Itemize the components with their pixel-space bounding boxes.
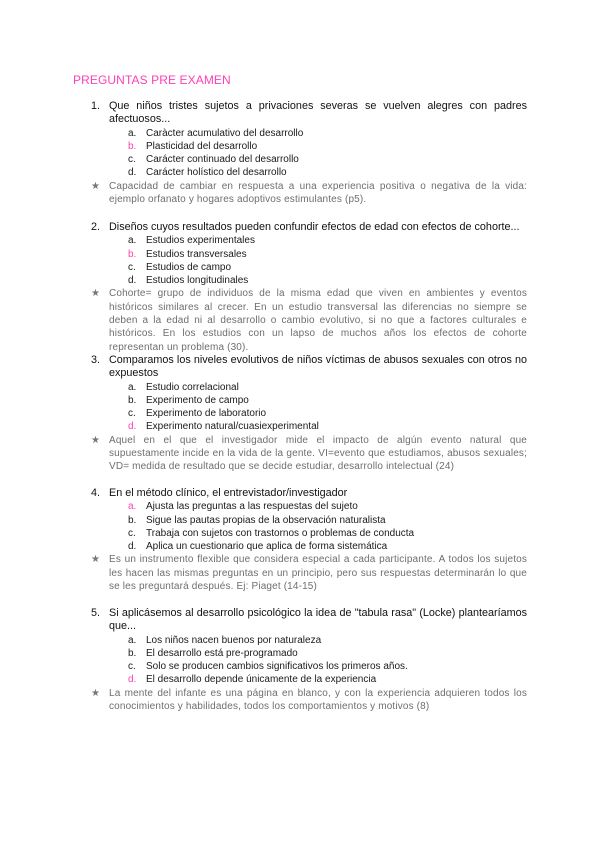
option-letter: a. bbox=[128, 634, 137, 646]
question-label: Comparamos los niveles evolutivos de niños víctimas de abusos sexuales con otros no expuestos bbox=[109, 354, 527, 380]
option-text: Los niños nacen buenos por naturaleza bbox=[146, 634, 322, 646]
option-letter: d. bbox=[128, 275, 137, 287]
question-text bbox=[91, 607, 527, 634]
option-list bbox=[91, 381, 527, 434]
option-text: El desarrollo depende únicamente de la experiencia bbox=[146, 674, 377, 686]
option-item bbox=[91, 127, 527, 140]
option-text: Trabaja con sujetos con trastornos o problemas de conducta bbox=[146, 527, 415, 539]
option-item bbox=[91, 234, 527, 247]
option-item bbox=[91, 647, 527, 660]
answer-note bbox=[91, 687, 527, 714]
option-text: Estudios de campo bbox=[146, 261, 232, 273]
correct-option-letter: b. bbox=[128, 248, 137, 260]
option-item bbox=[91, 420, 527, 433]
note-text: La mente del infante es una página en blanco, y con la experiencia adquieren todos los conocimientos y habilidades, todos los comportamientos y motivos (8) bbox=[109, 687, 527, 713]
question-label: Si aplicásemos al desarrollo psicológico la idea de "tabula rasa" (Locke) plantearíamos que... bbox=[109, 607, 527, 633]
option-text: Ajusta las preguntas a las respuestas del sujeto bbox=[146, 501, 358, 513]
correct-option-letter: a. bbox=[128, 501, 137, 513]
option-text: El desarrollo está pre-programado bbox=[146, 647, 298, 659]
option-item bbox=[91, 660, 527, 673]
option-text: Carácter continuado del desarrollo bbox=[146, 154, 299, 166]
note-text: Es un instrumento flexible que considera especial a cada participante. A todos los sujetos les hacen las mismas preguntas en un principio, pero sus respuestas determinarán lo que se les preguntará después. Ej: Piaget (14-15) bbox=[109, 554, 527, 593]
option-item bbox=[91, 274, 527, 287]
option-letter: b. bbox=[128, 514, 137, 526]
question-number: 3. bbox=[91, 354, 101, 366]
option-letter: b. bbox=[128, 394, 137, 406]
question-block bbox=[91, 221, 527, 354]
correct-option-letter: d. bbox=[128, 421, 137, 433]
option-item bbox=[91, 166, 527, 179]
answer-note bbox=[91, 553, 527, 593]
option-item bbox=[91, 527, 527, 540]
question-number: 1. bbox=[91, 100, 101, 112]
option-item bbox=[91, 153, 527, 166]
question-number: 4. bbox=[91, 487, 101, 499]
option-letter: c. bbox=[128, 261, 136, 273]
option-text: Estudios longitudinales bbox=[146, 275, 249, 287]
option-letter: c. bbox=[128, 527, 136, 539]
option-list bbox=[91, 127, 527, 180]
question-block bbox=[91, 607, 527, 713]
option-item bbox=[91, 407, 527, 420]
option-letter: d. bbox=[128, 167, 137, 179]
correct-option-letter: d. bbox=[128, 674, 137, 686]
question-block bbox=[91, 100, 527, 206]
note-text: Cohorte= grupo de individuos de la misma edad que viven en ambientes y eventos históricos similares al crecer. En un estudio transversal las diferencias no siempre se deben a la edad ni al desarrollo o cambio evolutivo, si no que a factores culturales e históricos. En los estudios con un lapso de muchos años los efectos de cohorte representan un problema (30). bbox=[109, 288, 527, 353]
star-icon: ★ bbox=[91, 434, 101, 446]
answer-note bbox=[91, 180, 527, 207]
answer-note bbox=[91, 434, 527, 474]
option-letter: c. bbox=[128, 154, 136, 166]
question-label: Diseños cuyos resultados pueden confundir efectos de edad con efectos de cohorte... bbox=[109, 221, 520, 233]
option-text: Caràcter acumulativo del desarrollo bbox=[146, 127, 304, 139]
option-item bbox=[91, 394, 527, 407]
star-icon: ★ bbox=[91, 180, 101, 192]
option-item bbox=[91, 673, 527, 686]
option-item bbox=[91, 634, 527, 647]
note-text: Aquel en el que el investigador mide el impacto de algún evento natural que supuestamente incide en la vida de la gente. VI=evento que estudiamos, abusos sexuales; VD= medida de resultado que se decide estudiar, desarrollo intelectual (24) bbox=[109, 434, 527, 473]
option-text: Estudio correlacional bbox=[146, 381, 239, 393]
correct-option-letter: b. bbox=[128, 140, 137, 152]
question-block bbox=[91, 487, 527, 593]
option-text: Solo se producen cambios significativos los primeros años. bbox=[146, 661, 408, 673]
option-item bbox=[91, 500, 527, 513]
answer-note bbox=[91, 287, 527, 353]
option-letter: b. bbox=[128, 647, 137, 659]
question-number: 2. bbox=[91, 221, 101, 233]
option-letter: a. bbox=[128, 235, 137, 247]
question-text bbox=[91, 487, 527, 500]
star-icon: ★ bbox=[91, 687, 101, 699]
option-text: Plasticidad del desarrollo bbox=[146, 140, 258, 152]
option-text: Estudios experimentales bbox=[146, 235, 255, 247]
option-text: Aplica un cuestionario que aplica de forma sistemática bbox=[146, 541, 388, 553]
option-item bbox=[91, 248, 527, 261]
question-label: Que niños tristes sujetos a privaciones severas se vuelven alegres con padres afectuosos... bbox=[109, 100, 527, 126]
option-list bbox=[91, 234, 527, 287]
page-title: PREGUNTAS PRE EXAMEN bbox=[73, 73, 231, 87]
star-icon: ★ bbox=[91, 288, 101, 300]
question-number: 5. bbox=[91, 607, 101, 619]
option-text: Carácter holístico del desarrollo bbox=[146, 167, 287, 179]
option-list bbox=[91, 500, 527, 553]
question-text bbox=[91, 221, 527, 234]
option-letter: c. bbox=[128, 661, 136, 673]
question-text bbox=[91, 100, 527, 127]
option-item bbox=[91, 261, 527, 274]
option-letter: d. bbox=[128, 541, 137, 553]
option-item bbox=[91, 514, 527, 527]
note-text: Capacidad de cambiar en respuesta a una experiencia positiva o negativa de la vida: ejemplo orfanato y hogares adoptivos estimulantes (p5). bbox=[109, 180, 527, 206]
option-text: Experimento de laboratorio bbox=[146, 408, 267, 420]
option-text: Experimento de campo bbox=[146, 394, 249, 406]
option-letter: a. bbox=[128, 127, 137, 139]
option-list bbox=[91, 634, 527, 687]
option-letter: a. bbox=[128, 381, 137, 393]
option-text: Sigue las pautas propias de la observación naturalista bbox=[146, 514, 386, 526]
question-label: En el método clínico, el entrevistador/investigador bbox=[109, 487, 348, 499]
question-block bbox=[91, 354, 527, 474]
option-item bbox=[91, 381, 527, 394]
option-item bbox=[91, 140, 527, 153]
option-text: Experimento natural/cuasiexperimental bbox=[146, 421, 319, 433]
option-item bbox=[91, 540, 527, 553]
star-icon: ★ bbox=[91, 554, 101, 566]
option-text: Estudios transversales bbox=[146, 248, 247, 260]
option-letter: c. bbox=[128, 408, 136, 420]
question-text bbox=[91, 354, 527, 381]
